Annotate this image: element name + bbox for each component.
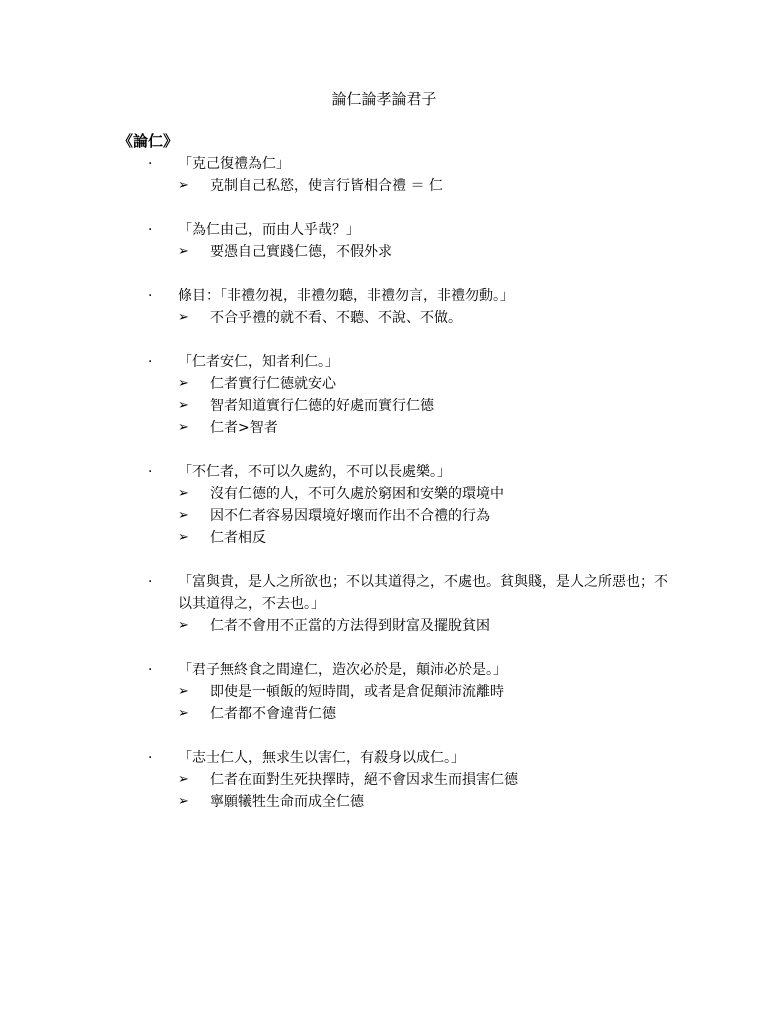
arrow-bullet-icon: ➢ [178,706,189,721]
arrow-bullet-icon: ➢ [178,420,189,435]
list-item-main [0,219,768,241]
list-item-main [0,153,768,175]
list-item-main [0,571,768,615]
arrow-bullet-icon: ➢ [178,376,189,391]
list-subitem-text: 克制自己私慾，使言行皆相合禮 ＝ 仁 [210,178,443,194]
document-title: 論仁論孝論君子 [331,90,437,108]
list-block [0,659,768,725]
list-item-text: 「不仁者，不可以久處約，不可以長處樂。」 [178,464,451,480]
arrow-bullet-icon: ➢ [178,310,189,325]
list-subitem-text: 沒有仁德的人，不可久處於窮困和安樂的環境中 [210,486,504,502]
list-item-text: 「志士仁人，無求生以害仁，有殺身以成仁。」 [178,750,465,766]
section-list [0,153,768,835]
list-subitem-text: 智者知道實行仁德的好處而實行仁德 [210,398,434,414]
arrow-bullet-icon: ➢ [178,618,189,633]
list-subitem [0,791,768,813]
bullet-icon: · [148,662,153,678]
list-block [0,571,768,637]
list-subitem [0,505,768,527]
bullet-icon: · [148,574,153,590]
arrow-bullet-icon: ➢ [178,508,189,523]
list-subitem [0,703,768,725]
list-item-main [0,351,768,373]
list-subitem [0,241,768,263]
list-subitem-text: 仁者都不會違背仁德 [210,706,336,722]
list-subitem-text: 仁者在面對生死抉擇時，絕不會因求生而損害仁德 [210,772,518,788]
list-subitem [0,175,768,197]
list-subitem-text: 仁者不會用不正當的方法得到財富及擺脫貧困 [210,618,490,634]
bullet-icon: · [148,464,153,480]
list-subitem [0,417,768,439]
arrow-bullet-icon: ➢ [178,794,189,809]
list-item-main [0,461,768,483]
bullet-icon: · [148,750,153,766]
bullet-icon: · [148,156,153,172]
bullet-icon: · [148,222,153,238]
arrow-bullet-icon: ➢ [178,684,189,699]
arrow-bullet-icon: ➢ [178,398,189,413]
list-item-text: 「君子無終食之間違仁，造次必於是，顛沛必於是。」 [178,662,507,678]
list-item-main [0,659,768,681]
list-subitem [0,615,768,637]
list-subitem-text: 仁者相反 [210,530,266,546]
arrow-bullet-icon: ➢ [178,486,189,501]
list-subitem [0,307,768,329]
list-subitem-text: 不合乎禮的就不看、不聽、不說、不做。 [210,310,462,326]
arrow-bullet-icon: ➢ [178,530,189,545]
list-item-main [0,285,768,307]
list-subitem [0,527,768,549]
list-block [0,219,768,263]
list-item-text: 「為仁由己，而由人乎哉？」 [178,222,360,238]
arrow-bullet-icon: ➢ [178,178,189,193]
arrow-bullet-icon: ➢ [178,772,189,787]
list-block [0,153,768,197]
list-block [0,747,768,813]
list-subitem-text: 即使是一頓飯的短時間，或者是倉促顛沛流離時 [210,684,504,700]
list-subitem-text: 寧願犧牲生命而成全仁德 [210,794,364,810]
list-item-text: 條目：「非禮勿視，非禮勿聽，非禮勿言，非禮勿動。」 [178,288,514,304]
list-subitem-text: 要憑自己實踐仁德，不假外求 [210,244,392,260]
list-subitem [0,483,768,505]
bullet-icon: · [148,288,153,304]
list-subitem [0,395,768,417]
bullet-icon: · [148,354,153,370]
list-subitem [0,373,768,395]
list-subitem-text: 因不仁者容易因環境好壞而作出不合禮的行為 [210,508,490,524]
list-subitem-text: 仁者>智者 [210,420,278,436]
list-item-text: 「仁者安仁，知者利仁。」 [178,354,339,370]
list-subitem [0,681,768,703]
list-block [0,461,768,549]
list-block [0,285,768,329]
list-block [0,351,768,439]
section-heading: 《論仁》 [118,132,179,150]
list-item-main [0,747,768,769]
list-subitem [0,769,768,791]
list-subitem-text: 仁者實行仁德就安心 [210,376,336,392]
list-item-text: 「克己復禮為仁」 [178,156,290,172]
list-item-text: 「富與貴，是人之所欲也；不以其道得之，不處也。貧與賤，是人之所惡也；不以其道得之，不去也。」 [178,574,668,612]
arrow-bullet-icon: ➢ [178,244,189,259]
